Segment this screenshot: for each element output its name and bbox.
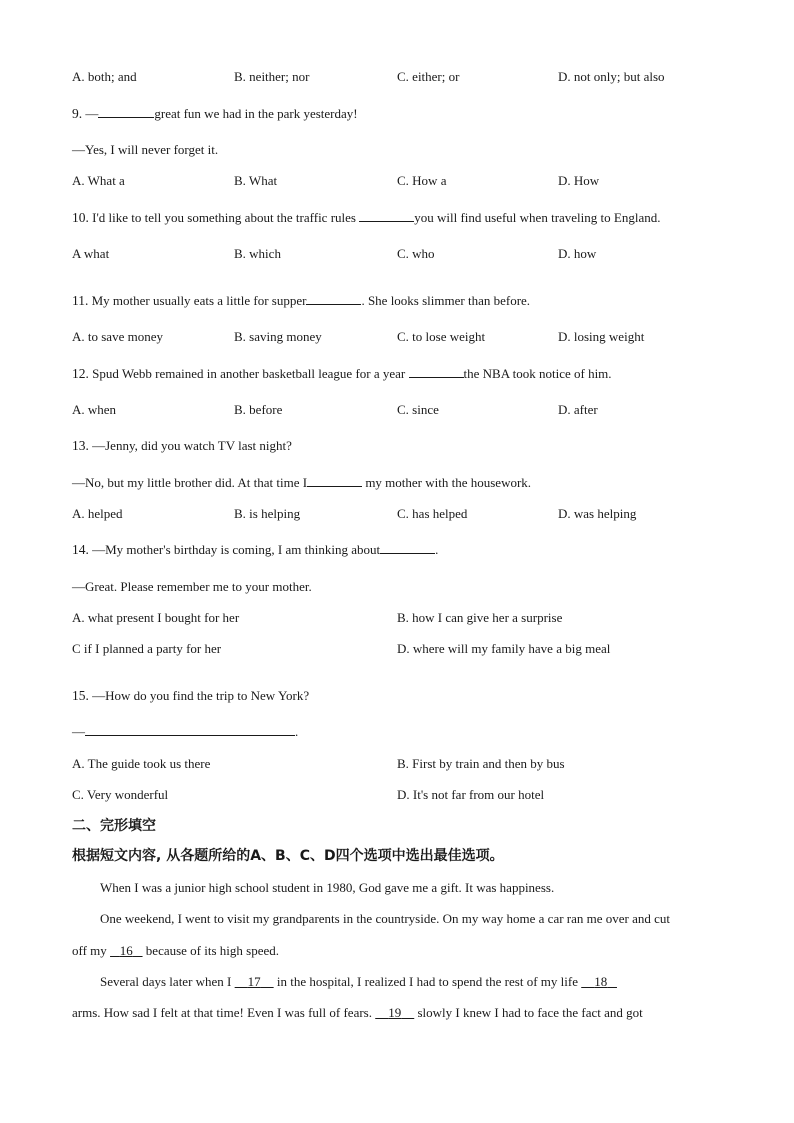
q10-blank — [359, 210, 414, 222]
q13-question — [72, 438, 292, 454]
q15-option-b: B. First by train and then by bus — [397, 756, 565, 771]
q11-number: 11. — [72, 293, 89, 308]
q11-question — [72, 293, 530, 309]
cloze-blank-19 — [375, 1005, 414, 1020]
q11-option-a: A. to save money — [72, 329, 163, 344]
q13-option-a: A. helped — [72, 506, 123, 521]
passage-p3-before: Several days later when I — [100, 974, 232, 989]
q11-option-d: D. losing weight — [558, 329, 645, 344]
q15-option-c: C. Very wonderful — [72, 787, 169, 802]
q10-option-c: C. who — [397, 246, 435, 261]
q10-option-b: B. which — [234, 246, 281, 261]
q8-option-b: B. neither; nor — [234, 69, 310, 84]
q14-option-c: C if I planned a party for her — [72, 641, 222, 656]
cloze-blank-17 — [235, 974, 274, 989]
cloze-blank-16 — [110, 943, 143, 958]
passage-paragraph-3-line-2 — [72, 1005, 643, 1021]
passage-p3-line2-before: arms. How sad I felt at that time! Even I was full of fears. — [72, 1005, 372, 1020]
q13-reply-before: —No, but my little brother did. At that time I — [72, 475, 308, 490]
q14-text-before: —My mother's birthday is coming, I am thinking about — [92, 542, 381, 557]
q9-option-b: B. What — [234, 173, 278, 188]
q12-question — [72, 366, 612, 382]
passage-p2-before: off my — [72, 943, 107, 958]
q15-end: . — [295, 724, 299, 739]
q12-option-d: D. after — [558, 402, 598, 417]
q12-text-before: Spud Webb remained in another basketball league for a year — [92, 366, 406, 381]
q9-text: great fun we had in the park yesterday! — [154, 106, 358, 121]
q13-option-c: C. has helped — [397, 506, 468, 521]
q9-option-d: D. How — [558, 173, 600, 188]
q8-option-a: A. both; and — [72, 69, 137, 84]
q14-blank — [380, 542, 435, 554]
passage-paragraph-2-line-2 — [72, 943, 279, 959]
q15-text: —How do you find the trip to New York? — [92, 688, 310, 703]
q11-option-b: B. saving money — [234, 329, 322, 344]
q14-option-d: D. where will my family have a big meal — [397, 641, 611, 656]
q11-text-before: My mother usually eats a little for supper — [91, 293, 307, 308]
q15-question — [72, 688, 309, 704]
q15-answer-line — [72, 724, 298, 740]
cloze-blank-18 — [581, 974, 617, 989]
q13-number: 13. — [72, 438, 89, 453]
q15-blank — [85, 724, 295, 736]
q14-option-b: B. how I can give her a surprise — [397, 610, 563, 625]
q9-blank — [98, 106, 154, 118]
cloze-blank-17-number: 17 — [247, 974, 261, 989]
q9-option-c: C. How a — [397, 173, 447, 188]
cloze-blank-16-number: 16 — [119, 943, 133, 958]
q13-reply-after: my mother with the housework. — [365, 475, 532, 490]
q8-option-d: D. not only; but also — [558, 69, 665, 84]
passage-paragraph-2-line-1: One weekend, I went to visit my grandparents in the countryside. On my way home a car ran me over and cut — [100, 911, 671, 926]
q11-blank — [306, 293, 361, 305]
q12-text-after: the NBA took notice of him. — [463, 366, 612, 381]
q14-number: 14. — [72, 542, 89, 557]
q9-question — [72, 106, 358, 122]
q10-text-after: you will find useful when traveling to England. — [414, 210, 661, 225]
q10-question — [72, 210, 660, 226]
passage-paragraph-3-line-1 — [100, 974, 617, 990]
q10-number: 10. — [72, 210, 89, 225]
q12-option-b: B. before — [234, 402, 283, 417]
q13-option-b: B. is helping — [234, 506, 301, 521]
q10-option-d: D. how — [558, 246, 597, 261]
q15-option-a: A. The guide took us there — [72, 756, 211, 771]
q11-text-after: . She looks slimmer than before. — [361, 293, 531, 308]
q13-blank — [307, 475, 362, 487]
passage-p3-line2-after: slowly I knew I had to face the fact and got — [417, 1005, 643, 1020]
q12-number: 12. — [72, 366, 89, 381]
q9-option-a: A. What a — [72, 173, 125, 188]
q11-option-c: C. to lose weight — [397, 329, 486, 344]
q13-option-d: D. was helping — [558, 506, 637, 521]
q12-option-a: A. when — [72, 402, 117, 417]
q10-text-before: I'd like to tell you something about the traffic rules — [92, 210, 356, 225]
passage-p3-mid: in the hospital, I realized I had to spend the rest of my life — [276, 974, 578, 989]
q9-reply: —Yes, I will never forget it. — [72, 142, 219, 157]
section2-title: 二、完形填空 — [72, 818, 156, 834]
q15-number: 15. — [72, 688, 89, 703]
q13-text: —Jenny, did you watch TV last night? — [92, 438, 292, 453]
q8-option-c: C. either; or — [397, 69, 460, 84]
q15-option-d: D. It's not far from our hotel — [397, 787, 545, 802]
q9-number: 9. — [72, 106, 83, 121]
q12-option-c: C. since — [397, 402, 439, 417]
q10-option-a: A what — [72, 246, 110, 261]
q14-reply: —Great. Please remember me to your mother. — [72, 579, 312, 594]
q12-blank — [409, 366, 464, 378]
cloze-blank-19-number: 19 — [388, 1005, 402, 1020]
section2-instruction: 根据短文内容, 从各题所给的A、B、C、D四个选项中选出最佳选项。 — [72, 848, 504, 864]
passage-p2-after: because of its high speed. — [145, 943, 280, 958]
q9-dash: — — [85, 106, 99, 121]
cloze-blank-18-number: 18 — [594, 974, 608, 989]
q13-reply — [72, 475, 531, 491]
passage-paragraph-1: When I was a junior high school student in 1980, God gave me a gift. It was happiness. — [100, 880, 555, 895]
q14-text-after: . — [435, 542, 439, 557]
q14-question — [72, 542, 438, 558]
q14-option-a: A. what present I bought for her — [72, 610, 240, 625]
q15-dash: — — [72, 724, 85, 739]
